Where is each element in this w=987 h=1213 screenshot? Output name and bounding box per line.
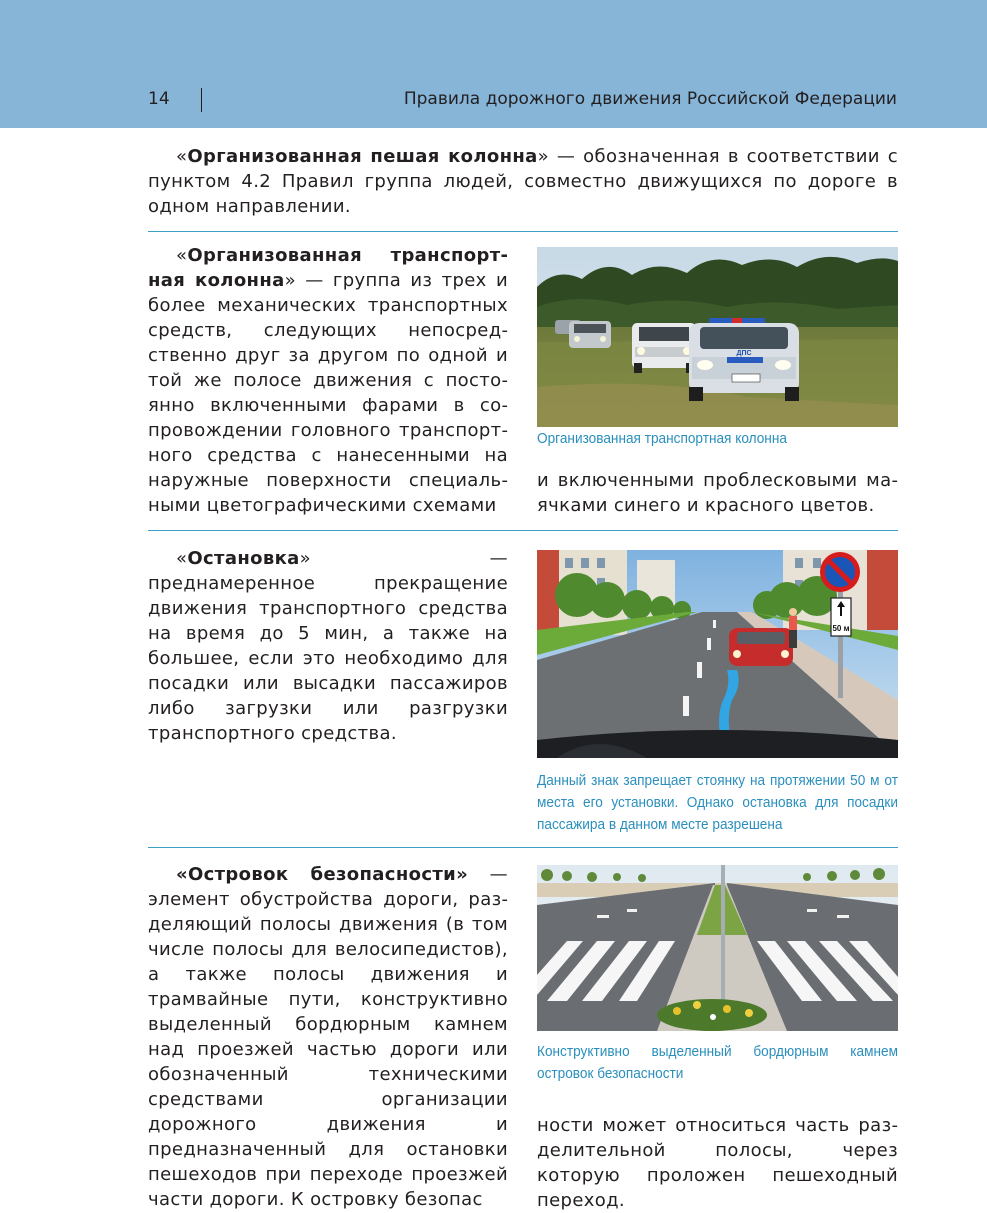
caption-transport-column: Организованная транспортная колонна (537, 431, 787, 447)
photo-no-parking-sign (537, 550, 898, 758)
definition-walking-column: «Организованная пешая колонна» — обозначенная в соответствии с пунктом 4.2 Правил группа людей, совместно движущихся по дороге в одном направлении. (148, 146, 898, 217)
term-transport-column: Организованная транспортная колонна (148, 245, 508, 291)
sign-plate-distance: 50 м (832, 624, 850, 633)
caption-no-parking-sign: Данный знак запрещает стоянку на протяжении 50 м от места его установки. Однако остановка для посадки пассажира в данном месте разрешена (537, 773, 898, 833)
term-safety-island: «Островок безопасности» (176, 864, 469, 885)
police-car-label: ДПС (736, 350, 752, 357)
term-walking-column: Организованная пешая колонна (187, 146, 538, 167)
running-title: Правила дорожного движения Российской Федерации (403, 89, 897, 109)
photo-safety-island (537, 865, 898, 1031)
section-divider (148, 847, 898, 848)
photo-transport-column (537, 247, 898, 427)
section-divider (148, 231, 898, 232)
definition-transport-column: «Организованная транспортная колонна» — группа из трех и более механических транспортных средств, следующих непосредственно друг за другом по одной и той же полосе движения с постоянно включенными фарами в сопровождении головного транспортного средства с нанесенными на наружные поверхности специальными цветографическими схемами (148, 245, 508, 516)
section-divider (148, 530, 898, 531)
caption-safety-island: Конструктивно выделенный бордюрным камнем островок безопасности (537, 1044, 898, 1082)
definition-transport-column-continued: и включенными проблесковыми маячками синего и красного цветов. (537, 470, 898, 516)
definition-safety-island-continued: ности может относиться часть разделительной полосы, через которую проложен пешеходный переход. (537, 1115, 898, 1211)
page-number: 14 (148, 89, 170, 109)
header-divider (201, 88, 202, 112)
definition-safety-island: «Островок безопасности» — элемент обустройства дороги, разделяющий полосы движения (в том числе полосы для велосипедистов), а также полосы движения и трамвайные пути, конструктивно выделенный бордюрным камнем над проезжей частью дороги или обозначенный техническими средствами организации дорожного движения и предназначенный для остановки пешеходов при переходе проезжей части дороги. К островку безопас (148, 864, 508, 1210)
term-stop: Остановка (187, 548, 300, 569)
definition-stop: «Остановка» — преднамеренное прекращение движения транспортного средства на время до 5 мин, а также на большее, если это необходимо для посадки или высадки пассажиров либо загрузки или разгрузки транспортного средства. (148, 548, 508, 744)
